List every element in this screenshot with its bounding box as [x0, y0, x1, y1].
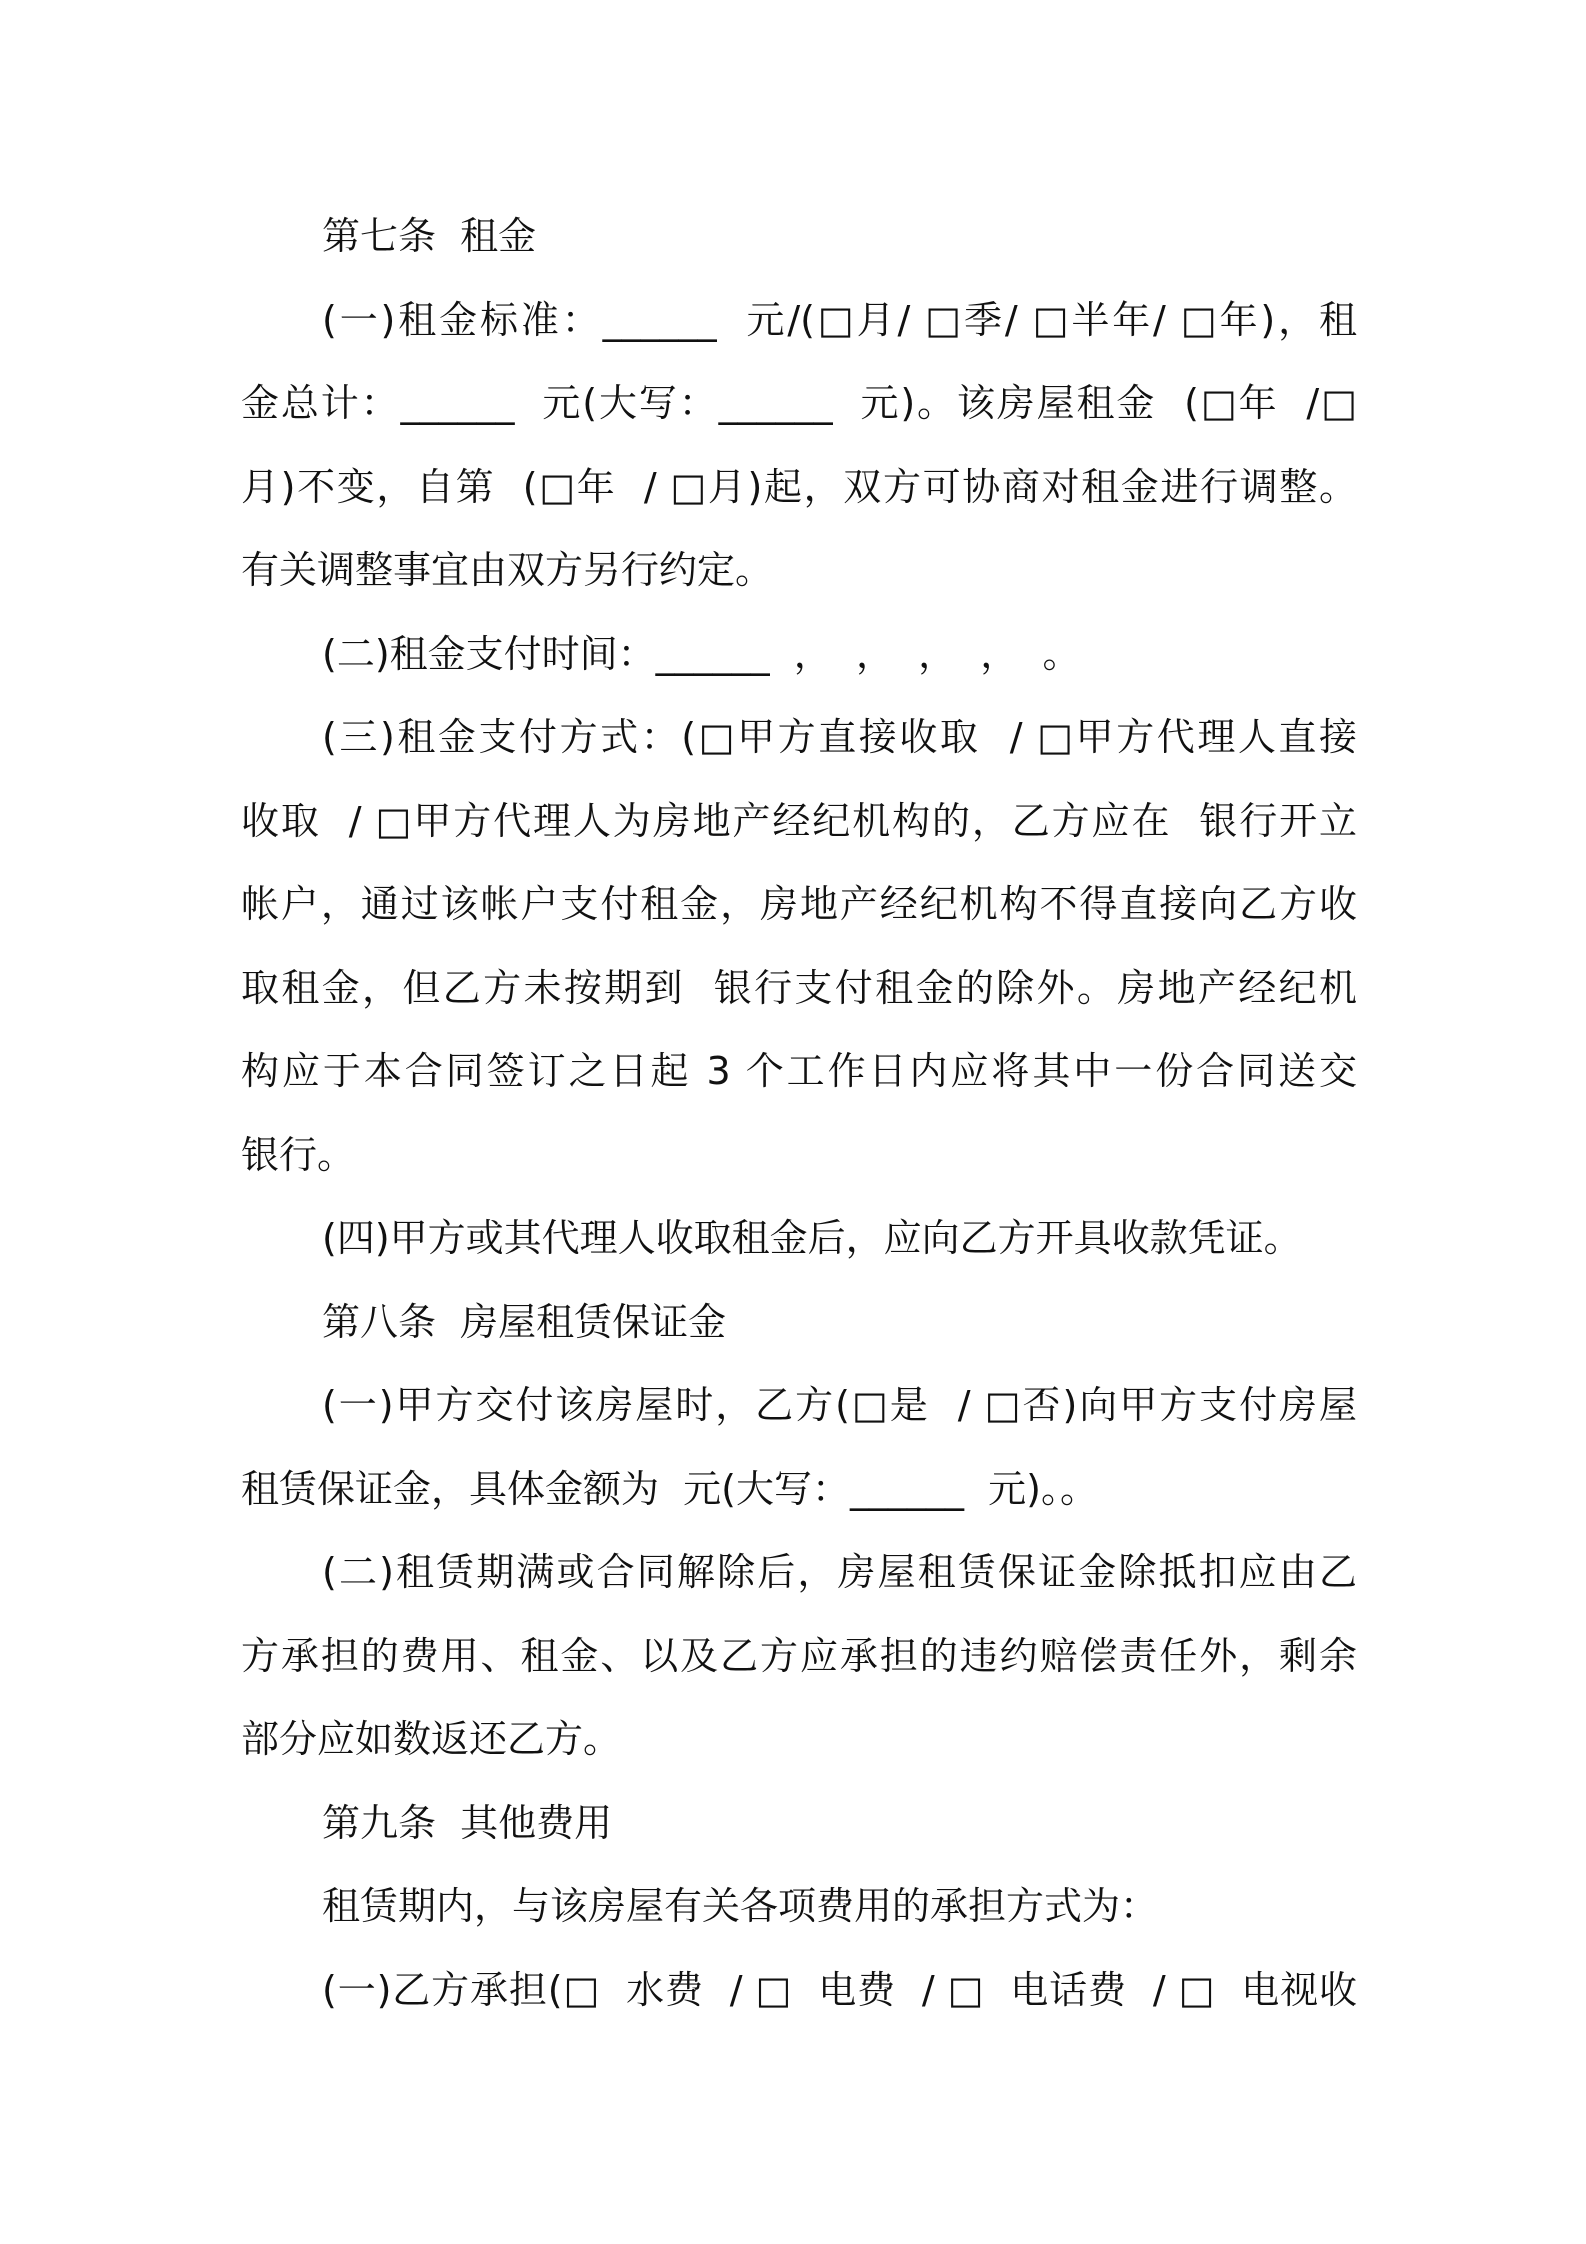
tenant-fees-line: (一)乙方承担(□ 水费 / □ 电费 / □ 电话费 / □ 电视收: [322, 1967, 1357, 2012]
deposit-return-line-3: 部分应如数返还乙方。: [241, 1717, 622, 1761]
rent-payment-method-line-2: 收取 / □甲方代理人为房地产经纪机构的，乙方应在 银行开立: [241, 798, 1357, 843]
deposit-return-line-2: 方承担的费用、租金、以及乙方应承担的违约赔偿责任外，剩余: [241, 1633, 1357, 1678]
deposit-return-line: (二)租赁期满或合同解除后，房屋租赁保证金除抵扣应由乙: [322, 1550, 1357, 1594]
rent-payment-method-line-6: 银行。: [241, 1132, 356, 1177]
rent-payment-method-line-5: 构应于本合同签订之日起 3 个工作日内应将其中一份合同送交: [241, 1049, 1357, 1093]
article-9-heading: 第九条 其他费用: [322, 1800, 613, 1845]
rent-adjust-agreement-line: 有关调整事宜由双方另行约定。: [241, 548, 774, 592]
article-8-heading: 第八条 房屋租赁保证金: [322, 1299, 727, 1344]
other-fees-intro-line: 租赁期内，与该房屋有关各项费用的承担方式为：: [322, 1884, 1159, 1928]
rent-standard-line: (一)租金标准：______ 元/(□月/ □季/ □半年/ □年)，租: [322, 297, 1357, 342]
deposit-payment-line: (一)甲方交付该房屋时，乙方(□是 / □否)向甲方支付房屋: [322, 1383, 1357, 1427]
rent-adjust-line: 月)不变，自第 (□年 / □月)起，双方可协商对租金进行调整。: [241, 464, 1357, 509]
article-7-heading: 第七条 租金: [322, 214, 537, 258]
rent-payment-method-line: (三)租金支付方式：(□甲方直接收取 / □甲方代理人直接: [322, 715, 1357, 759]
deposit-amount-line: 租赁保证金，具体金额为 元(大写：______ 元)。。: [241, 1466, 1098, 1511]
rent-payment-method-line-3: 帐户，通过该帐户支付租金，房地产经纪机构不得直接向乙方收: [241, 882, 1357, 926]
document-body: [241, 195, 1357, 2032]
rent-payment-time-line: (二)租金支付时间：______ ， ， ， ， 。: [322, 631, 1081, 676]
rent-receipt-line: (四)甲方或其代理人收取租金后，应向乙方开具收款凭证。: [322, 1216, 1302, 1260]
rent-payment-method-line-4: 取租金，但乙方未按期到 银行支付租金的除外。房地产经纪机: [241, 965, 1357, 1010]
rent-total-line: 金总计：______ 元(大写：______ 元)。该房屋租金 (□年 /□: [241, 381, 1357, 425]
